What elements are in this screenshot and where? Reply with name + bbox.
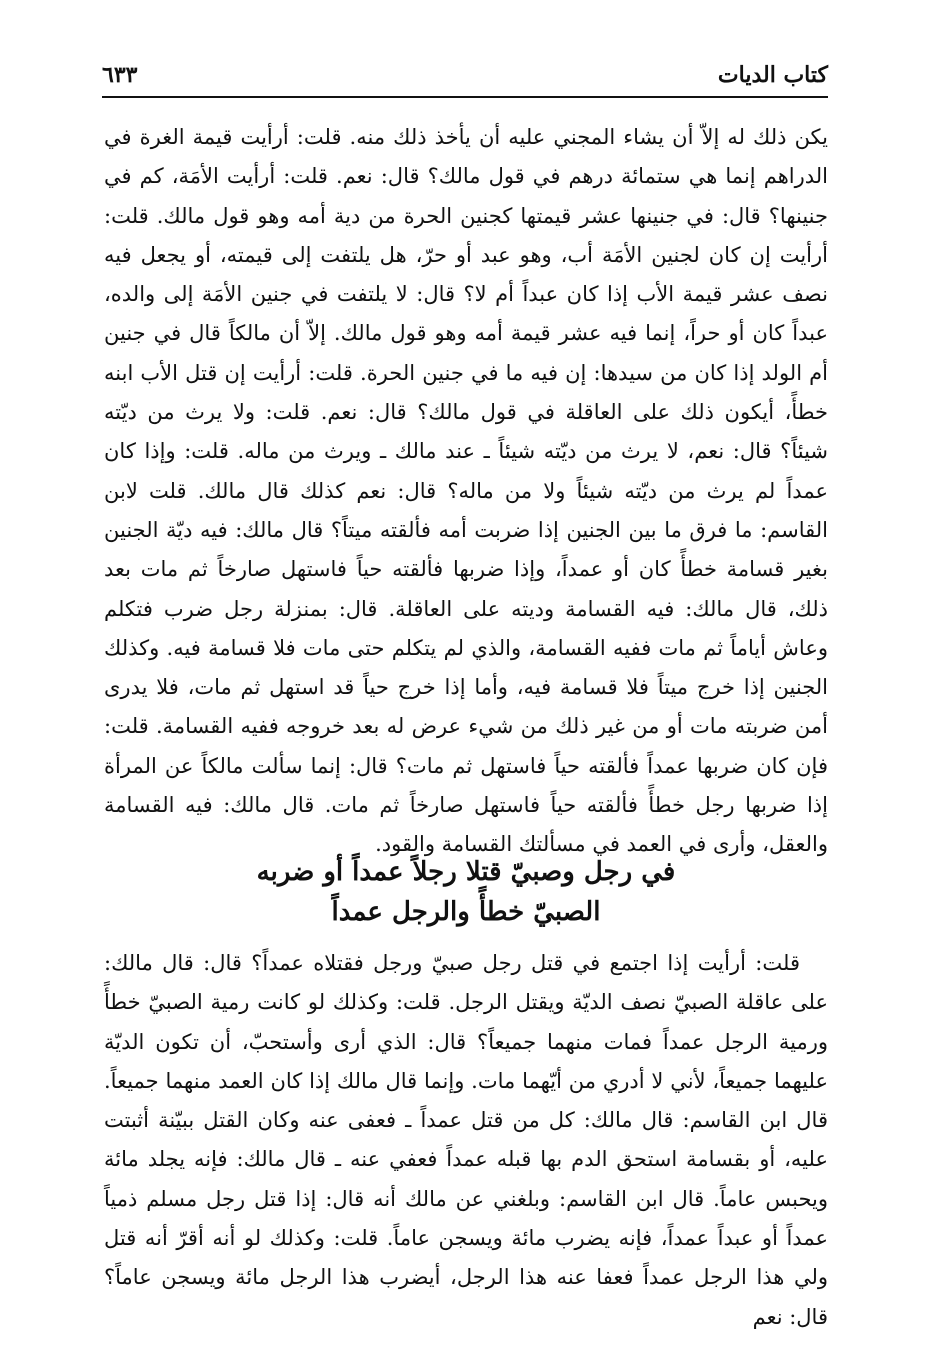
section-heading-line-2: الصبيّ خطأً والرجل عمداً	[331, 897, 601, 927]
paragraph: يكن ذلك له إلاّ أن يشاء المجني عليه أن يأخذ ذلك منه. قلت: أرأيت قيمة الغرة في الدراهم إنما هي ستمائة درهم في قول مالك؟ قال: نعم. قلت: أرأيت الأمَة، كم في جنينها؟ قال: في جنينها عشر قيمتها كجنين الحرة من دية أمه وهو قول مالك. قلت: أرأيت إن كان لجنين الأمَة أب، وهو عبد أو حرّ، هل يلتفت إلى قيمته، أو يجعل فيه نصف عشر قيمة الأب إذا كان عبداً أم لا؟ قال: لا يلتفت في جنين الأمَة إلى والده، عبداً كان أو حراً، إنما فيه عشر قيمة أمه وهو قول مالك. إلاّ أن مالكاً قال في جنين أم الولد إذا كان من سيدها: إن فيه ما في جنين الحرة. قلت: أرأيت إن قتل الأب ابنه خطأً، أيكون ذلك على العاقلة في قول مالك؟ قال: نعم. قلت: ولا يرث من ديّته شيئاً؟ قال: نعم، لا يرث من ديّته شيئاً ـ عند مالك ـ ويرث من ماله. قلت: وإذا كان عمداً لم يرث من ديّته شيئاً ولا من ماله؟ قال: نعم كذلك قال مالك. قلت لابن القاسم: ما فرق ما بين الجنين إذا ضربت أمه فألقته ميتاً؟ قال مالك: فيه ديّة الجنين بغير قسامة خطأً كان أو عمداً، وإذا ضربها فألقته حياً فاستهل صارخاً ثم مات بعد ذلك، قال مالك: فيه القسامة وديته على العاقلة. قال: بمنزلة رجل ضرب فتكلم وعاش أياماً ثم مات ففيه القسامة، والذي لم يتكلم حتى مات فلا قسامة فيه. وكذلك الجنين إذا خرج ميتاً فلا قسامة فيه، وأما إذا خرج حياً قد استهل ثم مات، فلا يدرى أمن ضربته مات أو من غير ذلك من شيء عرض له بعد خروجه ففيه القسامة. قلت: فإن كان ضربها عمداً فألقته حياً فاستهل ثم مات؟ قال: إنما سألت مالكاً عن المرأة إذا ضربها رجل خطأً فألقته حياً فاستهل صارخاً ثم مات. قال مالك: فيه القسامة والعقل، وأرى في العمد في مسألتك القسامة والقود.	[104, 125, 828, 857]
page-number: ٦٣٣	[102, 62, 138, 88]
section-body-text	[104, 944, 828, 1337]
running-title: كتاب الديات	[717, 62, 828, 88]
paragraph: قلت: أرأيت إذا اجتمع في قتل رجل صبيّ ورجل فقتلاه عمداً؟ قال: قال مالك: على عاقلة الصبيّ نصف الديّة ويقتل الرجل. قلت: وكذلك لو كانت رمية الصبيّ خطأً ورمية الرجل عمداً فمات منهما جميعاً؟ قال: الذي أرى وأستحبّ، أن تكون الديّة عليهما جميعاً، لأني لا أدري من أيّهما مات. وإنما قال مالك إذا كان العمد منهما جميعاً. قال ابن القاسم: قال مالك: كل من قتل عمداً ـ فعفى عنه وكان القتل ببيّنة أثبتت عليه، أو بقسامة استحق الدم بها قبله عمداً فعفي عنه ـ قال مالك: فإنه يجلد مائة ويحبس عاماً. قال ابن القاسم: وبلغني عن مالك أنه قال: إذا قتل رجل مسلم ذمياً عمداً أو عبداً عمداً، فإنه يضرب مائة ويسجن عاماً. قلت: وكذلك لو أنه أقرّ أنه قتل ولي هذا الرجل عمداً فعفا عنه هذا الرجل، أيضرب هذا الرجل مائة ويسجن عاماً؟ قال: نعم	[104, 951, 828, 1329]
body-text	[104, 118, 828, 865]
section-heading	[104, 852, 828, 932]
page-header	[102, 58, 828, 98]
section-heading-line-1: في رجل وصبيّ قتلا رجلاً عمداً أو ضربه	[256, 857, 676, 887]
